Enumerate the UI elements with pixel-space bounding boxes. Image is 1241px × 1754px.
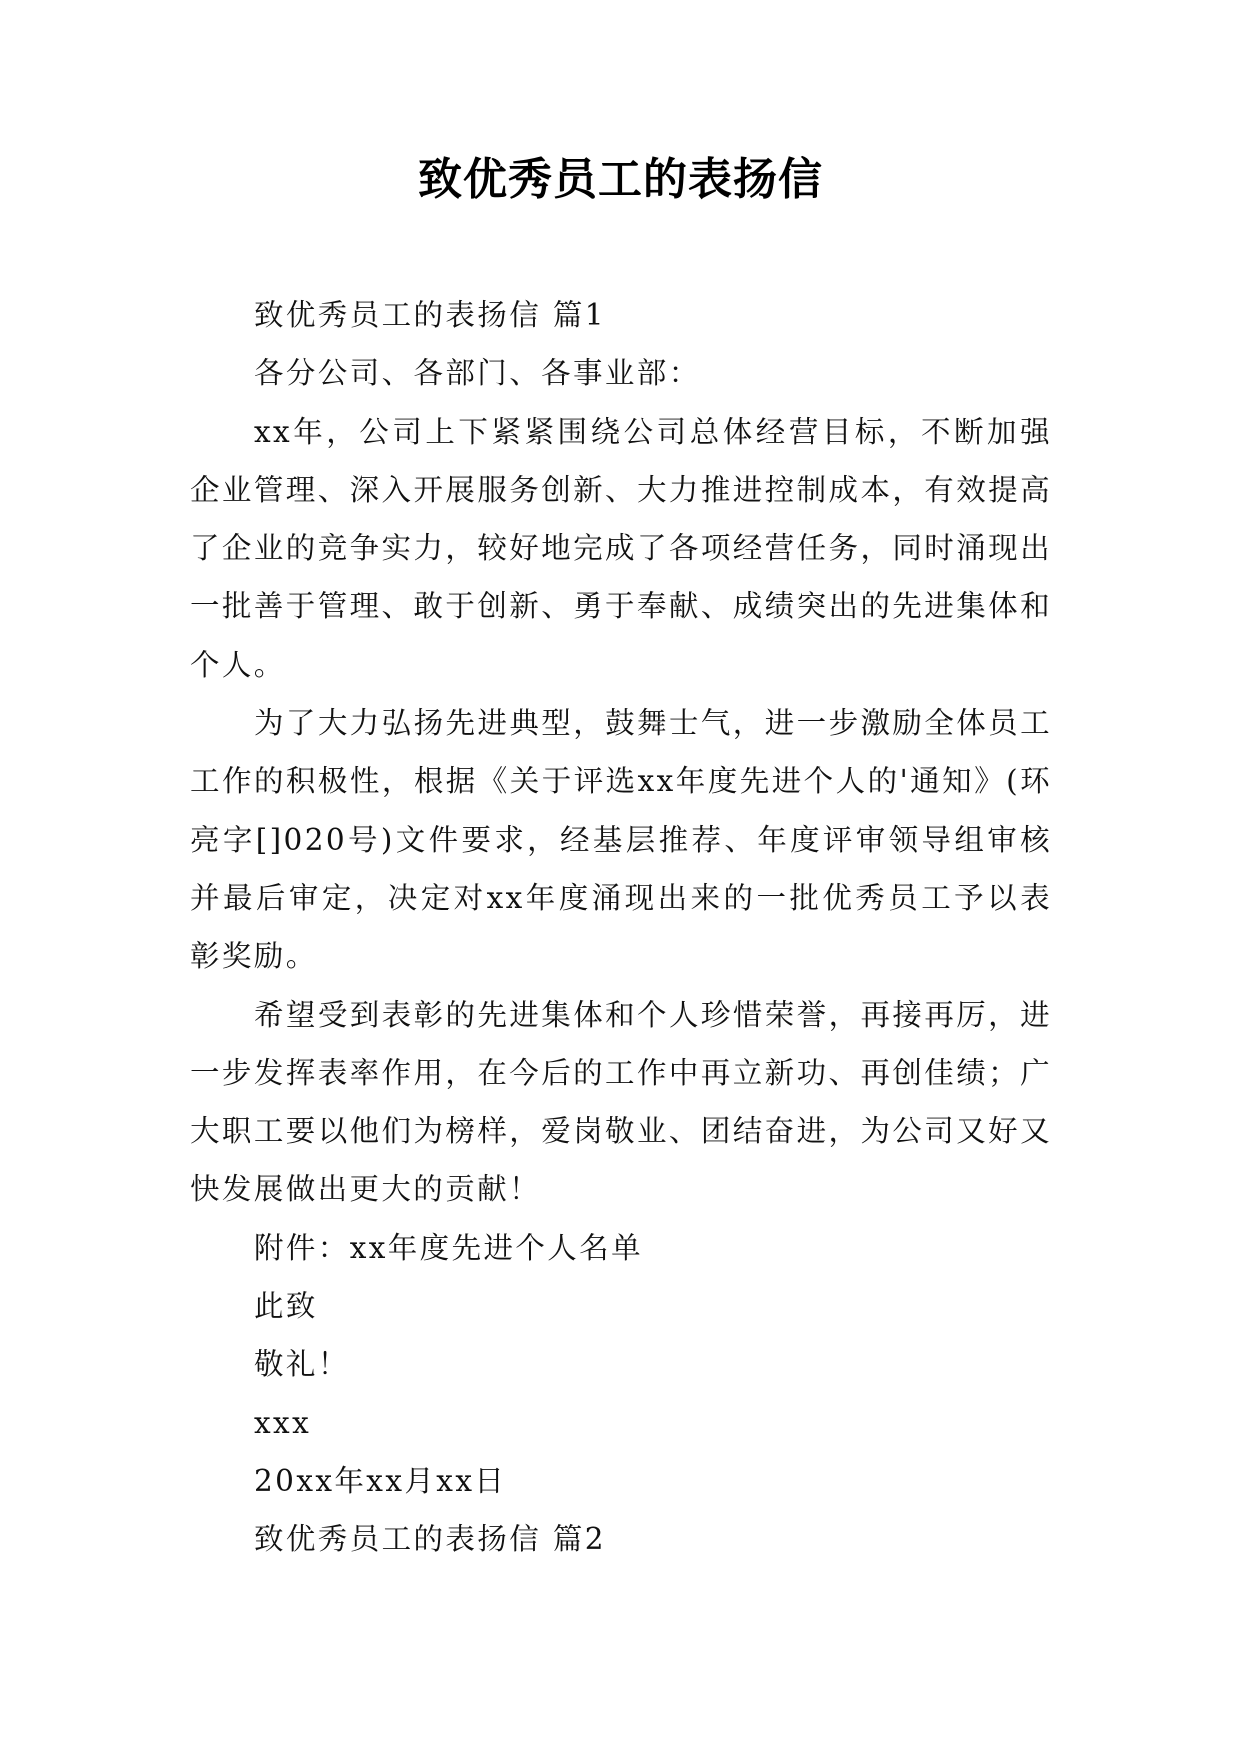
document-body — [190, 286, 1052, 1569]
body-paragraph-2: 为了大力弘扬先进典型，鼓舞士气，进一步激励全体员工工作的积极性，根据《关于评选xx年度先进个人的'通知》(环亮字[]020号)文件要求，经基层推荐、年度评审领导组审核并最后审定，决定对xx年度涌现出来的一批优秀员工予以表彰奖励。 — [190, 706, 1052, 974]
closing-line-2: 敬礼！ — [254, 1347, 350, 1382]
date-line: 20xx年xx月xx日 — [254, 1463, 507, 1498]
attachment-line: 附件：xx年度先进个人名单 — [254, 1230, 643, 1265]
closing-line-1: 此致 — [254, 1289, 318, 1324]
signature: xxx — [254, 1405, 312, 1440]
body-paragraph-1: xx年，公司上下紧紧围绕公司总体经营目标，不断加强企业管理、深入开展服务创新、大力推进控制成本，有效提高了企业的竞争实力，较好地完成了各项经营任务，同时涌现出一批善于管理、敢于创新、勇于奉献、成绩突出的先进集体和个人。 — [190, 414, 1052, 682]
document-title: 致优秀员工的表扬信 — [418, 154, 823, 205]
salutation: 各分公司、各部门、各事业部： — [254, 356, 701, 391]
section-heading-2: 致优秀员工的表扬信 篇2 — [254, 1522, 606, 1557]
section-heading-1: 致优秀员工的表扬信 篇1 — [254, 298, 606, 332]
body-paragraph-3: 希望受到表彰的先进集体和个人珍惜荣誉，再接再厉，进一步发挥表率作用，在今后的工作中再立新功、再创佳绩；广大职工要以他们为榜样，爱岗敬业、团结奋进，为公司又好又快发展做出更大的贡献！ — [190, 997, 1052, 1207]
